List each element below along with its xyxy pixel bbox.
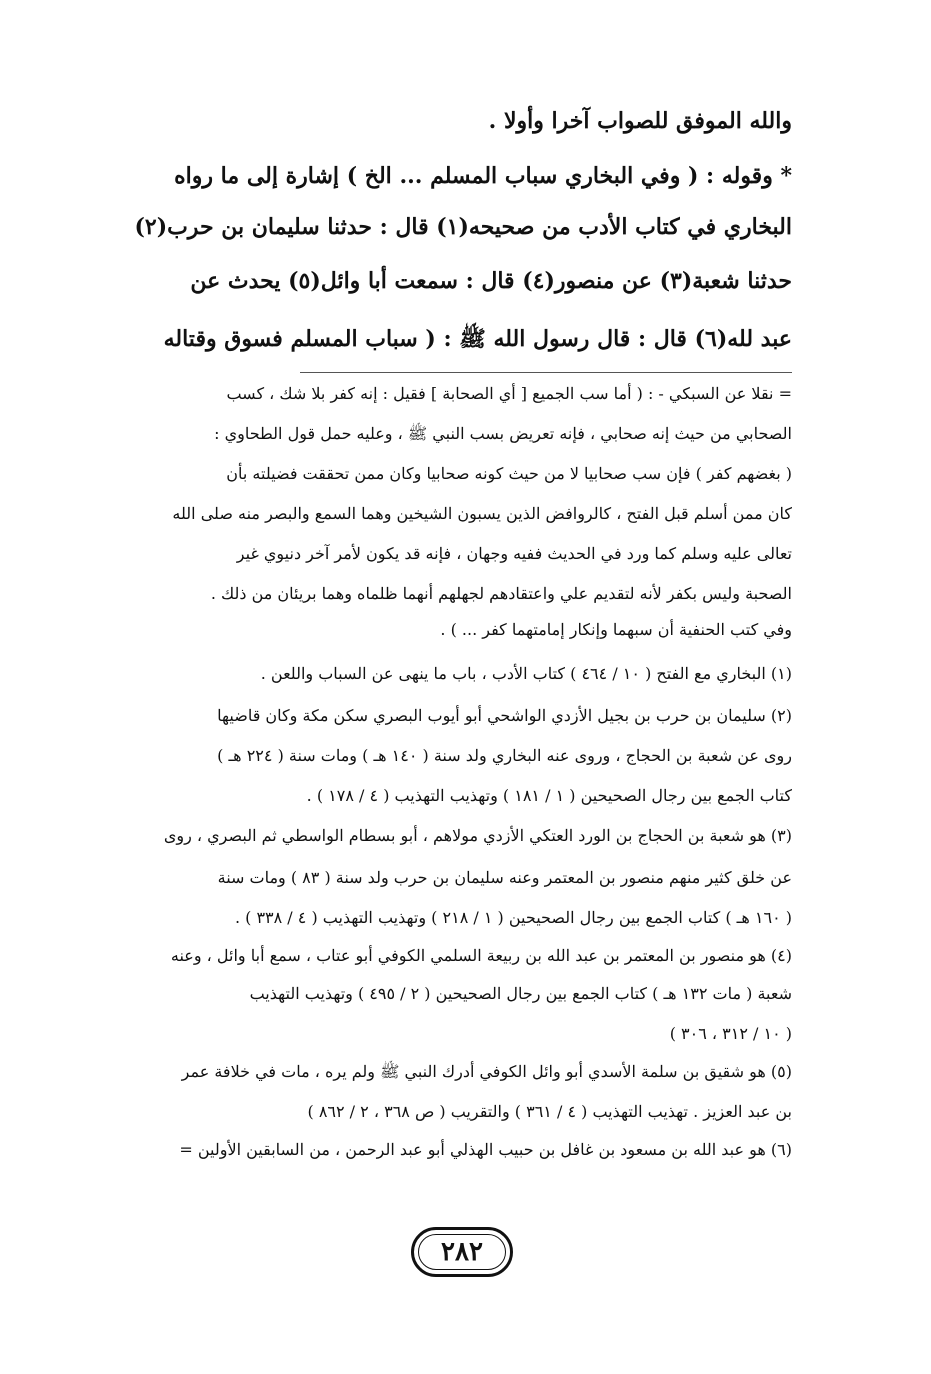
page-number-badge [411,1227,513,1277]
footnote-line: عن خلق كثير منهم منصور بن المعتمر وعنه سليمان بن حرب ولد سنة ( ٨٣ ) ومات سنة [217,868,792,887]
footnote-line: ( ١٠ / ٣١٢ ، ٣٠٦ ) [669,1024,792,1043]
note-line: الصحابي من حيث إنه صحابي ، فإنه تعريض بسب النبي ﷺ ، وعليه حمل قول الطحاوي : [214,424,792,443]
footnote-line: (٦) هو عبد الله بن مسعود بن غافل بن حبيب الهذلي أبو عبد الرحمن ، من السابقين الأولين = [179,1140,792,1159]
footnote-line: روى عن شعبة بن الحجاج ، وروى عنه البخاري ولد سنة ( ١٤٠ هـ ) ومات سنة ( ٢٢٤ هـ ) [217,746,792,765]
main-text-line: عبد لله(٦) قال : قال رسول الله ﷺ : ( سباب المسلم فسوق وقتاله [163,326,792,352]
continued-note-block [72,380,792,660]
note-line: ( بغضهم كفر ) فإن سب صحابيا لا من حيث كونه صحابيا وكان ممن تحققت فضيلته بأن [226,464,792,483]
footnote-line: (٤) هو منصور بن المعتمر بن عبد الله بن ربيعة السلمي الكوفي أبو عتاب ، سمع أبا وائل ، وعنه [170,946,792,965]
scan-noise-mark [905,1090,929,1106]
footnote-line: (١) البخاري مع الفتح ( ١٠ / ٤٦٤ ) كتاب الأدب ، باب ما ينهى عن السباب واللعن . [260,664,792,683]
note-line: الصحبة وليس بكفر لأنه لتقديم علي واعتقادهم لجهلهم أنهما ظلماه وهما بريئان من ذلك . [210,584,792,603]
footnote-line: (٣) هو شعبة بن الحجاج بن الورد العتكي الأزدي مولاهم ، أبو بسطام الواسطي ثم البصري ، روى [163,826,792,845]
footnote-line: كتاب الجمع بين رجال الصحيحين ( ١ / ١٨١ ) وتهذيب التهذيب ( ٤ / ١٧٨ ) . [306,786,792,805]
footnote-line: (٢) سليمان بن حرب بن بجيل الأزدي الواشحي أبو أيوب البصري سكن مكة وكان قاضيها [217,706,792,725]
note-line: وفي كتب الحنفية أن سبهما وإنكار إمامتهما كفر ... ) . [440,620,792,639]
page-number: ٢٨٢ [441,1237,483,1267]
note-line: = نقلا عن السبكي - : ( أما سب الجميع [ أي الصحابة ] فقيل : إنه كفر بلا شك ، كسب [226,384,792,403]
footnotes-block [72,660,792,1180]
main-text-block [72,98,792,368]
footnote-line: ( ١٦٠ هـ ) كتاب الجمع بين رجال الصحيحين ( ١ / ٢١٨ ) وتهذيب التهذيب ( ٤ / ٣٣٨ ) . [234,908,792,927]
main-text-line: * وقوله : ( وفي البخاري سباب المسلم ... الخ ) إشارة إلى ما رواه [174,163,792,189]
note-line: كان ممن أسلم قبل الفتح ، كالروافض الذين يسبون الشيخين وهما السمع والبصر منه صلى الله [172,504,792,523]
main-text-line: حدثنا شعبة(٣) عن منصور(٤) قال : سمعت أبا وائل(٥) يحدث عن [190,268,792,294]
footnote-line: بن عبد العزيز . تهذيب التهذيب ( ٤ / ٣٦١ ) والتقريب ( ص ٣٦٨ ، ٢ / ٨٦٢ ) [307,1102,792,1121]
note-line: تعالى عليه وسلم كما ورد في الحديث ففيه وجهان ، فإنه قد يكون لأمر آخر دنيوي غير [236,544,792,563]
main-text-line: البخاري في كتاب الأدب من صحيحه(١) قال : حدثنا سليمان بن حرب(٢) [134,214,792,240]
footnote-separator [300,372,792,373]
footnote-line: (٥) هو شقيق بن سلمة الأسدي أبو وائل الكوفي أدرك النبي ﷺ ولم يره ، مات في خلافة عمر [181,1062,792,1081]
main-text-line: والله الموفق للصواب آخرا وأولا . [488,108,792,134]
footnote-line: شعبة ( مات ١٣٢ هـ ) كتاب الجمع بين رجال الصحيحين ( ٢ / ٤٩٥ ) وتهذيب التهذيب [249,984,792,1003]
